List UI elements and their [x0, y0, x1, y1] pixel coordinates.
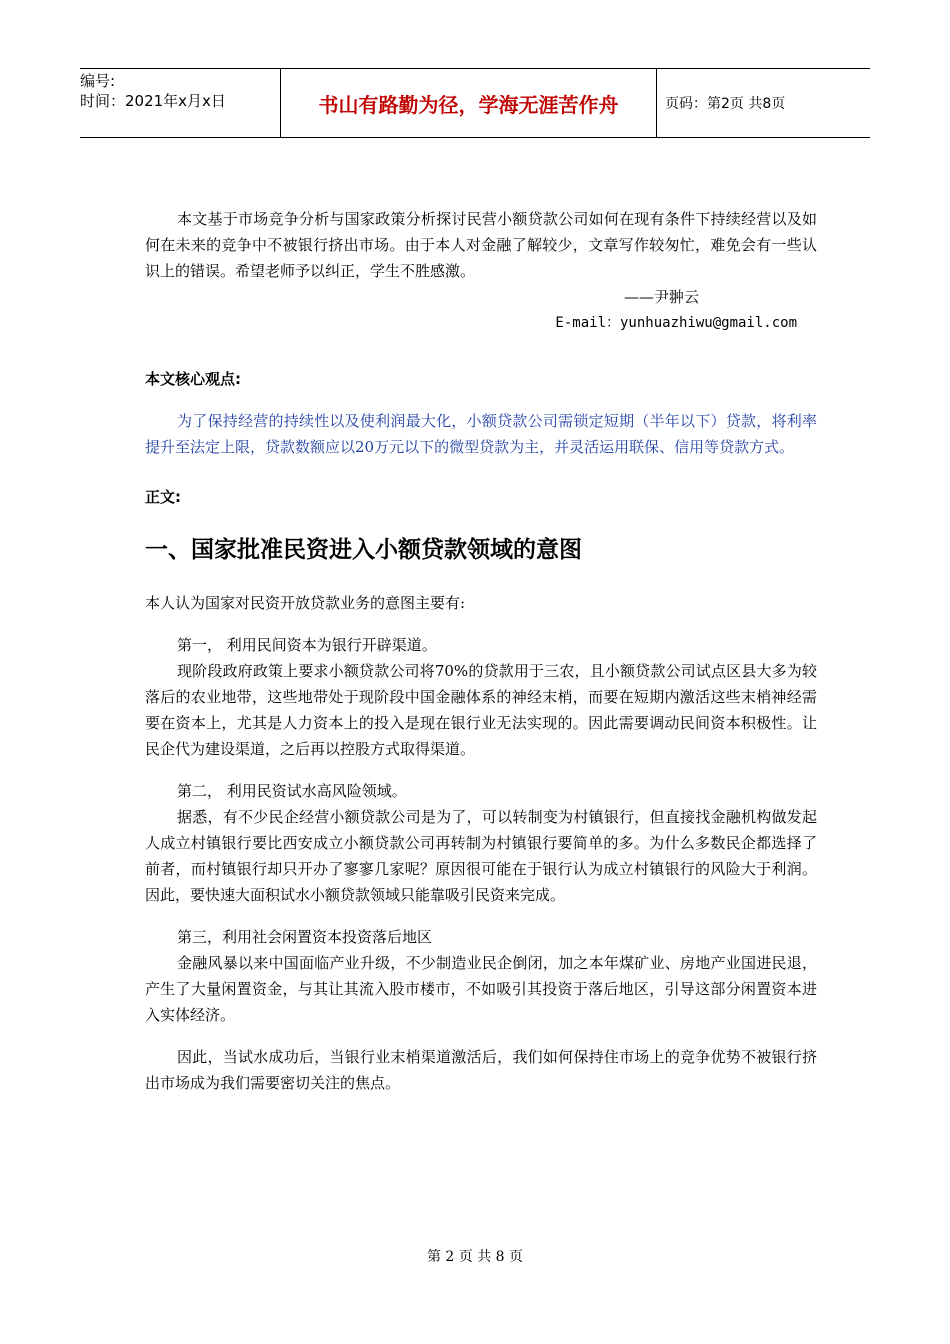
- document-content: [145, 206, 817, 1096]
- intro-paragraph: 本文基于市场竞争分析与国家政策分析探讨民营小额贷款公司如何在现有条件下持续经营以及如何在未来的竞争中不被银行挤出市场。由于本人对金融了解较少，文章写作较匆忙，难免会有一些认识上的错误。希望老师予以纠正，学生不胜感激。: [145, 210, 817, 280]
- document-time-label: 时间：2021年x月x日: [80, 92, 226, 110]
- author-signature: ——尹翀云: [623, 288, 699, 306]
- core-view-text: 为了保持经营的持续性以及使利润最大化，小额贷款公司需锁定短期（半年以下）贷款，将利率提升至法定上限，贷款数额应以20万元以下的微型贷款为主，并灵活运用联保、信用等贷款方式。: [145, 412, 817, 456]
- header-page-info: 页码：第2页 共8页: [665, 96, 786, 112]
- body-label: 正文:: [145, 488, 181, 506]
- point1-text: 现阶段政府政策上要求小额贷款公司将70%的贷款用于三农，且小额贷款公司试点区县大多为较落后的农业地带，这些地带处于现阶段中国金融体系的神经末梢，而要在短期内激活这些末梢神经需要在资本上，尤其是人力资本上的投入是现在银行业无法实现的。因此需要调动民间资本积极性。让民企代为建设渠道，之后再以控股方式取得渠道。: [145, 662, 817, 758]
- section-title: 一、国家批准民资进入小额贷款领域的意图: [145, 537, 582, 563]
- point2-title: 第二， 利用民资试水高风险领域。: [177, 782, 407, 800]
- document-number-label: 编号:: [80, 72, 116, 90]
- point1-title: 第一， 利用民间资本为银行开辟渠道。: [177, 636, 437, 654]
- page-header: [80, 68, 870, 138]
- page-footer: 第 2 页 共 8 页: [426, 1249, 524, 1265]
- core-view-heading: 本文核心观点:: [145, 370, 241, 388]
- author-email: E-mail：yunhuazhiwu@gmail.com: [555, 315, 797, 331]
- point2-text: 据悉，有不少民企经营小额贷款公司是为了，可以转制变为村镇银行，但直接找金融机构做发起人成立村镇银行要比西安成立小额贷款公司再转制为村镇银行要简单的多。为什么多数民企都选择了前者，而村镇银行却只开办了寥寥几家呢？原因很可能在于银行认为成立村镇银行的风险大于利润。因此，要快速大面积试水小额贷款领域只能靠吸引民资来完成。: [145, 808, 817, 904]
- section-lead: 本人认为国家对民资开放贷款业务的意图主要有:: [145, 594, 466, 612]
- conclusion-paragraph: 因此，当试水成功后，当银行业末梢渠道激活后，我们如何保持住市场上的竞争优势不被银行挤出市场成为我们需要密切关注的焦点。: [145, 1048, 817, 1092]
- header-motto: 书山有路勤为径，学海无涯苦作舟: [281, 69, 657, 137]
- header-left-cell: [80, 69, 281, 137]
- point3-text: 金融风暴以来中国面临产业升级，不少制造业民企倒闭，加之本年煤矿业、房地产业国进民退，产生了大量闲置资金，与其让其流入股市楼市，不如吸引其投资于落后地区，引导这部分闲置资本进入实体经济。: [145, 954, 817, 1024]
- point3-title: 第三，利用社会闲置资本投资落后地区: [177, 928, 433, 946]
